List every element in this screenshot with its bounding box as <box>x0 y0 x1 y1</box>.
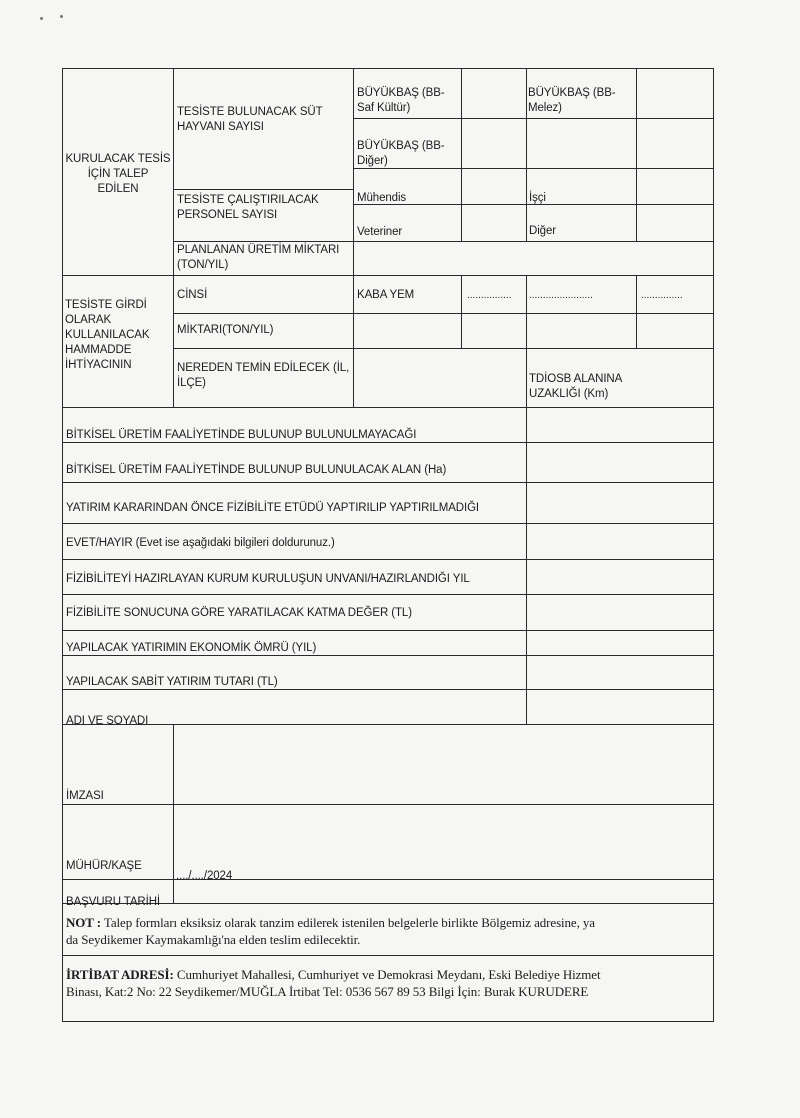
name-surname-label: ADI VE SOYADI <box>66 715 149 727</box>
grid-line <box>63 523 714 524</box>
question-economic-life: YAPILACAK YATIRIMIN EKONOMİK ÖMRÜ (YIL) <box>66 642 317 654</box>
blank-dots-3: ............... <box>641 290 683 301</box>
grid-line <box>353 118 714 119</box>
grid-line <box>526 407 527 724</box>
contact-label: İRTİBAT ADRESİ: <box>66 967 174 982</box>
bb-diger-label: BÜYÜKBAŞ (BB- Diğer) <box>357 140 445 167</box>
scan-speck <box>60 15 63 18</box>
grid-line <box>63 903 714 904</box>
grid-line <box>63 594 714 595</box>
question-feasibility-preparer: FİZİBİLİTEYİ HAZIRLAYAN KURUM KURULUŞUN UNVANI/HAZIRLANDIĞI YIL <box>66 573 470 585</box>
scan-speck <box>40 17 43 20</box>
grid-line <box>63 955 714 956</box>
planned-production-label: PLANLANAN ÜRETİM MİKTARI (TON/YIL) <box>177 244 340 271</box>
isci-label: İşçi <box>529 192 546 204</box>
muhendis-label: Mühendis <box>357 192 407 204</box>
contact-address: İRTİBAT ADRESİ: Cumhuriyet Mahallesi, Cumhuriyet ve Demokrasi Meydanı, Eski Belediye Hizmet Binası, Kat:2 No: 22 Seydikemer/MUĞLA İrtibat Tel: 0536 567 89 53 Bilgi İçin: Burak KURUDERE <box>66 967 601 999</box>
grid-line <box>353 275 354 407</box>
grid-line <box>461 69 462 241</box>
tdiosb-distance-label: TDİOSB ALANINA UZAKLIĞI (Km) <box>529 373 623 400</box>
grid-line <box>63 482 714 483</box>
grid-line <box>173 724 174 903</box>
grid-line <box>461 275 462 348</box>
question-plant-production: BİTKİSEL ÜRETİM FAALİYETİNDE BULUNUP BULUNULMAYACAĞI <box>66 429 417 441</box>
facility-group-label: KURULACAK TESİS İÇİN TALEP EDİLEN <box>65 153 171 195</box>
grid-line <box>636 69 637 241</box>
staff-count-label: TESİSTE ÇALIŞTIRILACAK PERSONEL SAYISI <box>177 194 319 221</box>
application-date-label: BAŞVURU TARİHİ <box>66 896 161 908</box>
grid-line <box>173 189 353 190</box>
miktar-label: MİKTARI(TON/YIL) <box>177 324 274 336</box>
raw-material-group-label: TESİSTE GİRDİ OLARAK KULLANILACAK HAMMADDE İHTİYACININ <box>65 299 150 371</box>
grid-line <box>63 630 714 631</box>
grid-line <box>63 879 714 880</box>
grid-line <box>63 275 714 276</box>
grid-line <box>636 275 637 348</box>
bb-melez-label: BÜYÜKBAŞ (BB- Melez) <box>528 87 616 114</box>
application-date-value: ..../..../2024 <box>176 870 233 882</box>
cins-label: CİNSİ <box>177 289 208 301</box>
source-location-label: NEREDEN TEMİN EDİLECEK (İL, İLÇE) <box>177 362 350 389</box>
question-yes-no: EVET/HAYIR (Evet ise aşağıdaki bilgileri doldurunuz.) <box>66 537 335 549</box>
grid-line <box>526 275 527 407</box>
question-feasibility-study: YATIRIM KARARINDAN ÖNCE FİZİBİLİTE ETÜDÜ YAPTIRILIP YAPTIRILMADIĞI <box>66 502 480 514</box>
seal-label: MÜHÜR/KAŞE <box>66 860 142 872</box>
diger-label: Diğer <box>529 225 556 237</box>
application-form <box>62 68 714 1022</box>
grid-line <box>63 724 714 725</box>
grid-line <box>63 804 714 805</box>
question-fixed-investment: YAPILACAK SABİT YATIRIM TUTARI (TL) <box>66 676 278 688</box>
grid-line <box>63 407 714 408</box>
question-added-value: FİZİBİLİTE SONUCUNA GÖRE YARATILACAK KATMA DEĞER (TL) <box>66 607 412 619</box>
note-text: NOT : Talep formları eksiksiz olarak tanzim edilerek istenilen belgelerle birlikte Bölgemiz adresine, ya da Seydikemer Kaymakamlığı'na elden teslim edilecektir. <box>66 915 595 947</box>
milk-animal-capacity-label: TESİSTE BULUNACAK SÜT HAYVANI SAYISI <box>177 106 323 133</box>
grid-line <box>173 313 714 314</box>
blank-dots-1: ................ <box>467 290 512 301</box>
blank-dots-2: ....................... <box>529 290 593 301</box>
veteriner-label: Veteriner <box>357 226 403 238</box>
grid-line <box>173 348 714 349</box>
kaba-yem-label: KABA YEM <box>357 289 415 301</box>
note-label: NOT : <box>66 915 102 930</box>
grid-line <box>63 559 714 560</box>
grid-line <box>173 69 174 407</box>
grid-line <box>353 69 354 275</box>
question-plant-area: BİTKİSEL ÜRETİM FAALİYETİNDE BULUNUP BULUNULACAK ALAN (Ha) <box>66 464 447 476</box>
signature-label: İMZASI <box>66 790 104 802</box>
bb-saf-kultur-label: BÜYÜKBAŞ (BB- Saf Kültür) <box>357 87 445 114</box>
